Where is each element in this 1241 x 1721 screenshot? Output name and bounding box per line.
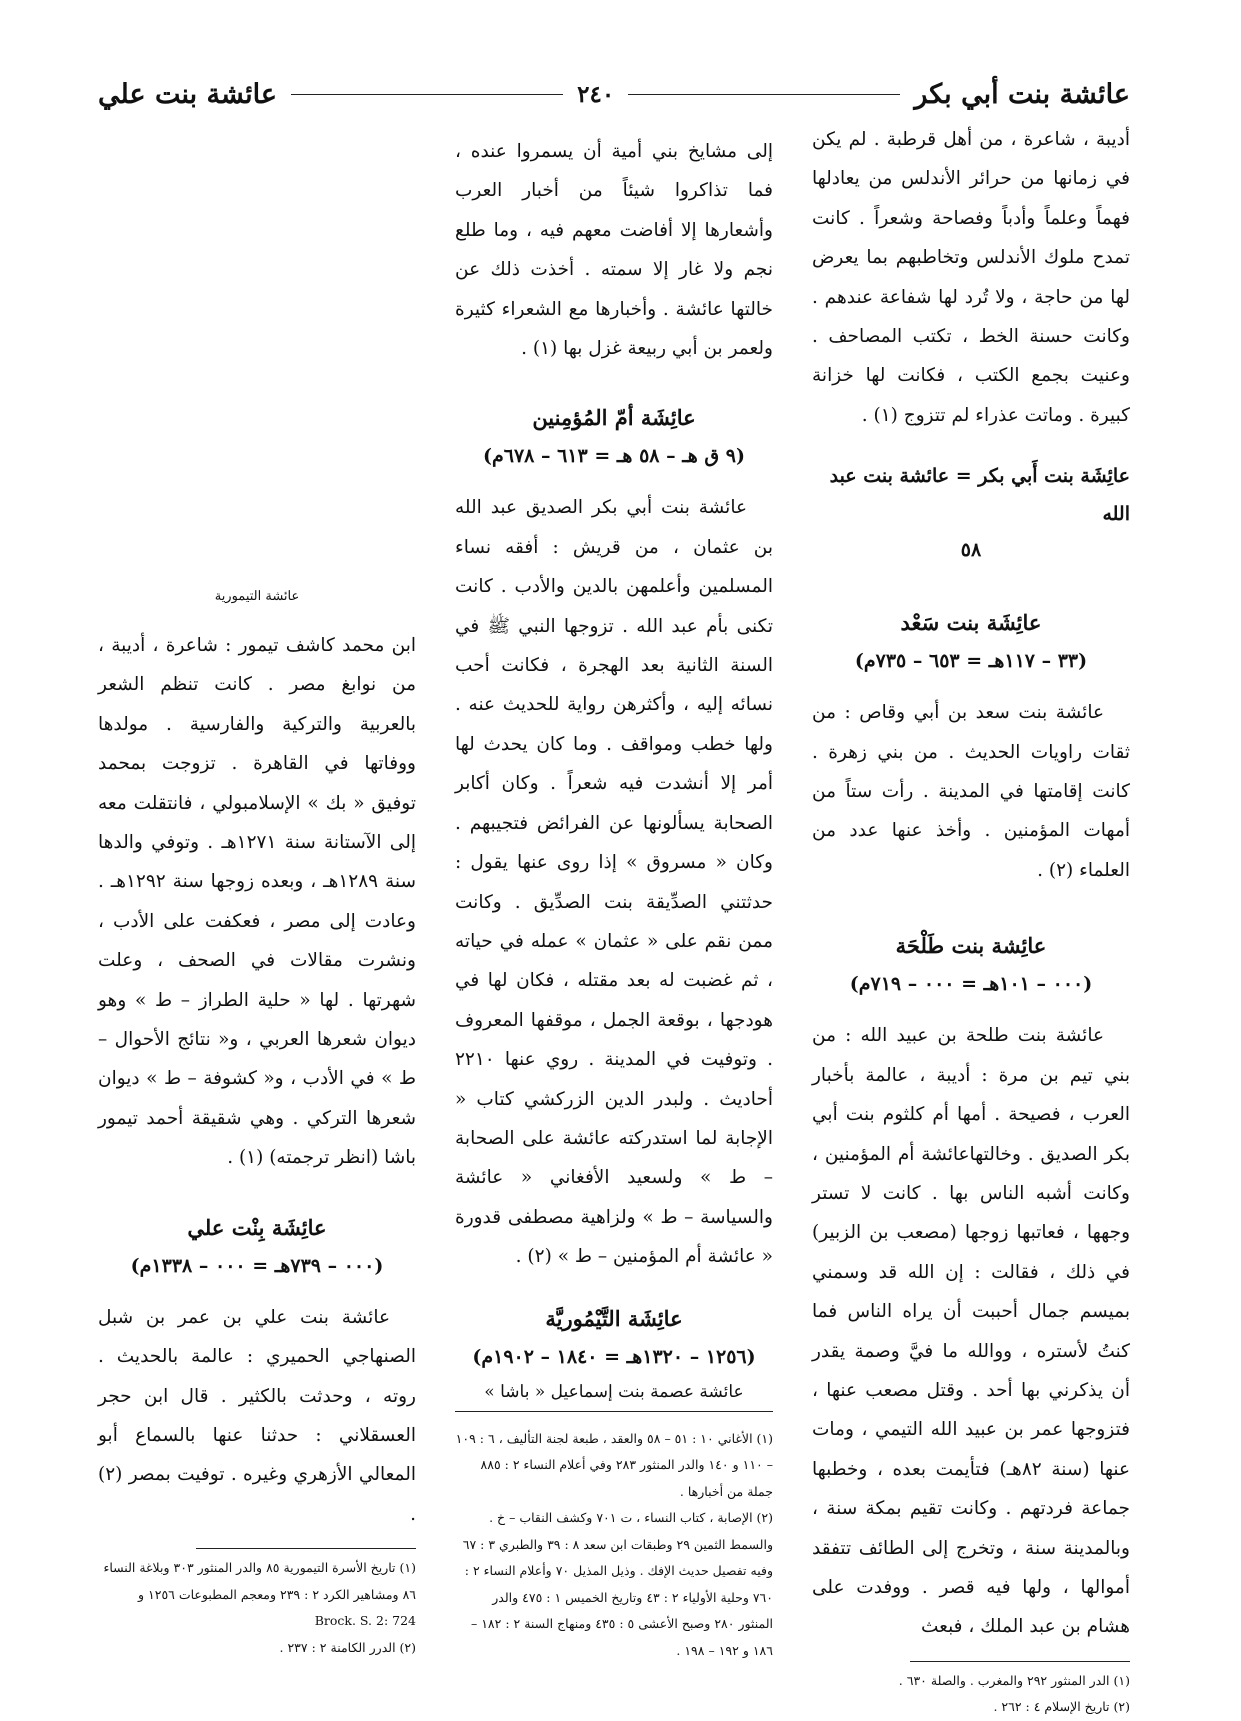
entry-dates: (١٢٥٦ – ١٣٢٠هـ = ١٨٤٠ – ١٩٠٢م) xyxy=(472,1345,756,1368)
entry-title: عائِشَة أمّ المُؤمِنين xyxy=(532,405,696,431)
entry-dates: (٠٠٠ – ١٠١هـ = ٠٠٠ – ٧١٩م) xyxy=(849,973,1093,996)
entry-title: عائِشة بنت طَلْحَة xyxy=(895,933,1047,959)
middle-column xyxy=(455,132,773,1664)
continuation-heading: عائشة التيمورية xyxy=(214,589,300,604)
cross-reference-number: ٥٨ xyxy=(960,539,982,562)
footnote: (٢) الدرر الكامنة ٢ : ٢٣٧ . xyxy=(279,1639,416,1655)
header-rule xyxy=(628,94,900,95)
entry-body: عائشة بنت سعد بن أبي وقاص : من ثقات راويات الحديث . من بني زهرة . كانت إقامتها في المدينة . رأت ستاً من أمهات المؤمنين . وأخذ عنها عدد من العلماء (٢) . xyxy=(812,702,1130,881)
entry-body: عائشة عصمة بنت إسماعيل « باشا » xyxy=(455,1375,773,1412)
footnote-rule xyxy=(910,1661,1130,1662)
footnote: (٢) الإصابة ، كتاب النساء ، ت ٧٠١ وكشف النقاب – خ . والسمط الثمين ٢٩ وطبقات ابن سعد ٨ : ٣٩ والطبري ٣ : ٦٧ وفيه تفصيل حديث الإفك . وذيل المذيل ٧٠ وأعلام النساء ٢ : ٧٦٠ وحلية الأولياء ٢ : ٤٣ وتاريخ الخميس ١ : ٤٧٥ والدر المنثور ٢٨٠ وصبح الأعشى ٥ : ٤٣٥ ومنهاج السنة ٢ : ١٨٢ – ١٨٦ و ١٩٢ – ١٩٨ . xyxy=(462,1510,773,1658)
continuation-text: أديبة ، شاعرة ، من أهل قرطبة . لم يكن في زمانها من حرائر الأندلس من يعادلها فهماً وعلماً وأدباً وفصاحة وشعراً . كانت تمدح ملوك الأندلس وتخاطبهم بما يعرض لها من حاجة ، ولا تُرد لها شفاعة عندهم . وكانت حسنة الخط ، تكتب المصاحف . وعنيت بجمع الكتب ، فكانت لها خزانة كبيرة . وماتت عذراء لم تتزوج (١) . xyxy=(812,129,1130,426)
entry-dates: (٩ ق هـ – ٥٨ هـ = ٦١٣ – ٦٧٨م) xyxy=(482,445,746,468)
entry-dates: (٠٠٠ – ٧٣٩هـ = ٠٠٠ – ١٣٣٨م) xyxy=(130,1254,384,1277)
header-rule xyxy=(291,94,563,95)
entry-body: عائشة بنت علي بن عمر بن شبل الصنهاجي الحميري : عالمة بالحديث . روته ، وحدثت بالكثير . قال ابن حجر العسقلاني : حدثنا عنها بالسماع أبو المعالي الأزهري وغيره . توفيت بمصر (٢) . xyxy=(98,1306,416,1525)
continuation-text: إلى مشايخ بني أمية أن يسمروا عنده ، فما تذاكروا شيئاً من أخبار العرب وأشعارها إلا أفاضت معهم فيه ، وما طلع نجم ولا غار إلا سمته . أخذت ذلك عن خالتها عائشة . وأخبارها مع الشعراء كثيرة ولعمر بن أبي ربيعة غزل بها (١) . xyxy=(455,141,773,360)
footnote: (١) تاريخ الأسرة التيمورية ٨٥ والدر المنثور ٣٠٣ وبلاغة النساء ٨٦ ومشاهير الكرد ٢ : ٢٣٩ ومعجم المطبوعات ١٢٥٦ و Brock. S. 2: 724 xyxy=(103,1560,416,1629)
entry-title: عائِشَة بِنْت علي xyxy=(187,1214,327,1240)
cross-reference: عائِشَة بنت أَبي بكر = عائشة بنت عبد الله xyxy=(829,465,1130,526)
footnote: (٢) تاريخ الإسلام ٤ : ٢٦٢ . xyxy=(993,1699,1130,1715)
entry-body: عائشة بنت أبي بكر الصديق عبد الله بن عثمان ، من قريش : أفقه نساء المسلمين وأعلمهن بالدين والأدب . كانت تكنى بأم عبد الله . تزوجها النبي ﷺ في السنة الثانية بعد الهجرة ، فكانت أحب نسائه إليه ، وأكثرهن رواية للحديث عنه . ولها خطب ومواقف . وما كان يحدث لها أمر إلا أنشدت فيه شعراً . وكان أكابر الصحابة يسألونها عن الفرائض فتجيبهم . وكان « مسروق » إذا روى عنها يقول : حدثتني الصدِّيقة بنت الصدِّيق . وكانت ممن نقم على « عثمان » عمله في حياته ، ثم غضبت له بعد مقتله ، فكان لها في هودجها ، بوقعة الجمل ، موقفها المعروف . وتوفيت في المدينة . روي عنها ٢٢١٠ أحاديث . ولبدر الدين الزركشي كتاب « الإجابة لما استدركته عائشة على الصحابة – ط » ولسعيد الأفغاني « عائشة والسياسة – ط » ولزاهية مصطفى قدورة « عائشة أم المؤمنين – ط » (٢) . xyxy=(455,497,773,1268)
continuation-text: ابن محمد كاشف تيمور : شاعرة ، أديبة ، من نوابغ مصر . كانت تنظم الشعر بالعربية والتركية والفارسية . مولدها ووفاتها في القاهرة . تزوجت بمحمد توفيق « بك » الإسلامبولي ، فانتقلت معه إلى الآستانة سنة ١٢٧١هـ . وتوفي والدها سنة ١٢٨٩هـ ، وبعده زوجها سنة ١٢٩٢هـ . وعادت إلى مصر ، فعكفت على الأدب ، ونشرت مقالات في الصحف ، وعلت شهرتها . لها « حلية الطراز – ط » وهو ديوان شعرها العربي ، و« نتائج الأحوال – ط » في الأدب ، و« كشوفة – ط » ديوان شعرها التركي . وهي شقيقة أحمد تيمور باشا (انظر ترجمته) (١) . xyxy=(98,635,417,1169)
entry-title: عائِشَة بنت سَعْد xyxy=(900,610,1042,636)
entry-body: عائشة بنت طلحة بن عبيد الله : من بني تيم بن مرة : أديبة ، عالمة بأخبار العرب ، فصيحة . أمها أم كلثوم بنت أبي بكر الصديق . وخالتهاعائشة أم المؤمنين ، وكانت أشبه الناس بها . كانت لا تستر وجهها ، فعاتبها زوجها (مصعب بن الزبير) في ذلك ، فقالت : إن الله قد وسمني بميسم جمال أحببت أن يراه الناس فما كنتُ لأستره ، ووالله ما فيَّ وصمة يقدر أن يذكرني بها أحد . وقتل مصعب عنها ، فتزوجها عمر بن عبيد الله التيمي ، ومات عنها (سنة ٨٢هـ) فتأيمت بعده ، وخطبها جماعة فردتهم . وكانت تقيم بمكة سنة ، وبالمدينة سنة ، وتخرج إلى الطائف تتفقد أموالها ، ولها فيه قصر . ووفدت على هشام بن عبد الملك ، فبعث xyxy=(812,1025,1130,1638)
header-left-title: عائشة بنت علي xyxy=(98,78,277,110)
footnote: (١) الأغاني ١٠ : ٥١ – ٥٨ والعقد ، طبعة لجنة التأليف ، ٦ : ١٠٩ – ١١٠ و ١٤٠ والدر المنثور ٢٨٣ وفي أعلام النساء ٢ : ٨٨٥ جملة من أخبارها . xyxy=(455,1430,773,1499)
right-column xyxy=(812,120,1130,1721)
header-right-title: عائشة بنت أبي بكر xyxy=(914,78,1130,110)
footnote: (١) الدر المنثور ٢٩٢ والمغرب . والصلة ٦٣٠ . xyxy=(898,1672,1130,1688)
running-header xyxy=(98,74,1130,114)
entry-title: عائِشَة التَّيْمُوريَّة xyxy=(545,1305,683,1331)
page-number: ٢٤٠ xyxy=(577,80,615,108)
entry-dates: (٣٣ – ١١٧هـ = ٦٥٣ – ٧٣٥م) xyxy=(854,650,1088,673)
footnote-rule xyxy=(196,1548,416,1549)
left-column xyxy=(98,582,416,1661)
